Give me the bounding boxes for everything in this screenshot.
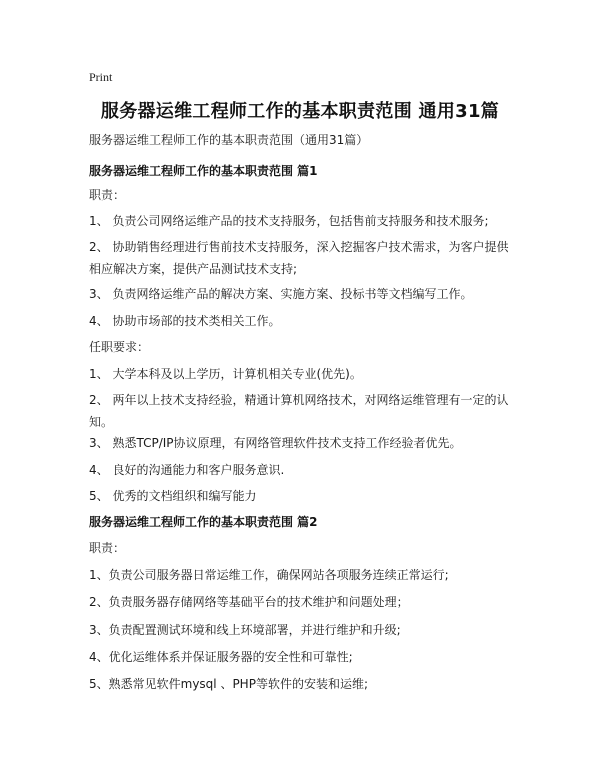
duty-item: 5、熟悉常见软件mysql 、PHP等软件的安装和运维; bbox=[89, 677, 368, 691]
section-heading-2: 服务器运维工程师工作的基本职责范围 篇2 bbox=[89, 515, 318, 529]
duties-label: 职责： bbox=[89, 541, 126, 555]
requirement-item: 5、 优秀的文档组织和编写能力 bbox=[89, 489, 257, 503]
duties-label: 职责： bbox=[89, 188, 126, 202]
duty-item: 3、 负责网络运维产品的解决方案、实施方案、投标书等文档编写工作。 bbox=[89, 287, 473, 301]
requirement-item: 2、 两年以上技术支持经验，精通计算机网络技术，对网络运维管理有一定的认知。 bbox=[89, 393, 509, 429]
duty-item: 4、优化运维体系并保证服务器的安全性和可靠性; bbox=[89, 650, 353, 664]
duty-item: 2、负责服务器存储网络等基础平台的技术维护和问题处理； bbox=[89, 595, 409, 609]
duty-item: 2、 协助销售经理进行售前技术支持服务，深入挖掘客户技术需求，为客户提供相应解决方案，提供产品测试技术支持; bbox=[89, 240, 509, 276]
duty-item: 1、 负责公司网络运维产品的技术支持服务，包括售前支持服务和技术服务; bbox=[89, 214, 489, 228]
document-title: 服务器运维工程师工作的基本职责范围 通用31篇 bbox=[100, 101, 500, 122]
requirement-item: 3、 熟悉TCP/IP协议原理，有网络管理软件技术支持工作经验者优先。 bbox=[89, 436, 462, 450]
requirements-label: 任职要求： bbox=[89, 340, 150, 354]
print-label: Print bbox=[89, 70, 113, 84]
section-heading-1: 服务器运维工程师工作的基本职责范围 篇1 bbox=[89, 164, 318, 178]
duty-item: 3、负责配置测试环境和线上环境部署，并进行维护和升级; bbox=[89, 623, 401, 637]
document-subtitle: 服务器运维工程师工作的基本职责范围（通用31篇） bbox=[89, 133, 369, 147]
requirement-item: 1、 大学本科及以上学历，计算机相关专业(优先)。 bbox=[89, 367, 362, 381]
requirement-item: 4、 良好的沟通能力和客户服务意识. bbox=[89, 463, 285, 477]
duty-item: 1、负责公司服务器日常运维工作，确保网站各项服务连续正常运行; bbox=[89, 568, 449, 582]
duty-item: 4、 协助市场部的技术类相关工作。 bbox=[89, 314, 281, 328]
